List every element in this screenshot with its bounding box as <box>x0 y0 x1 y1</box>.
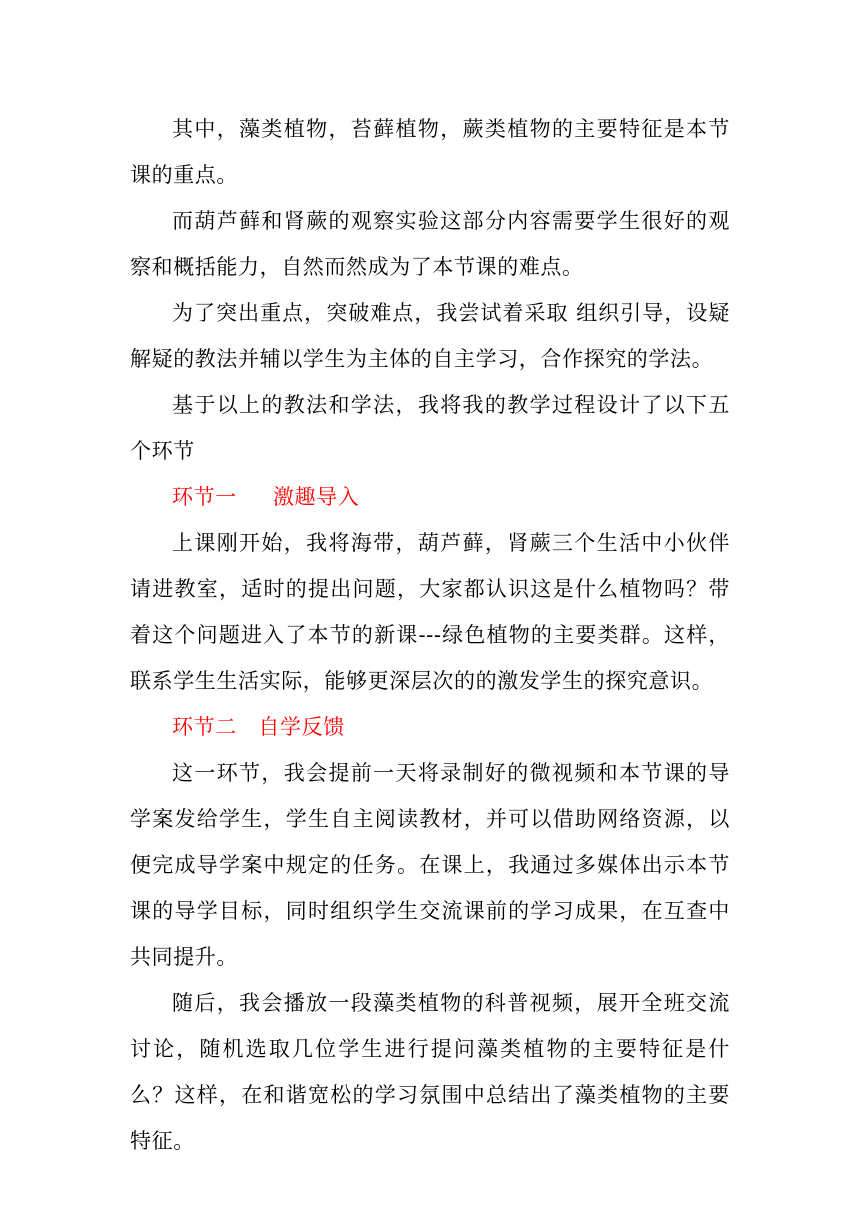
document-body <box>130 106 730 1164</box>
section-heading-1: 环节一 激趣导入 <box>172 485 360 509</box>
paragraph-key-points: 其中，藻类植物，苔藓植物，蕨类植物的主要特征是本节课的重点。 <box>130 117 730 187</box>
paragraph-difficult-points: 而葫芦藓和肾蕨的观察实验这部分内容需要学生很好的观察和概括能力，自然而然成为了本节课的难点。 <box>130 209 730 279</box>
paragraph-process-intro: 基于以上的教法和学法，我将我的教学过程设计了以下五个环节 <box>130 393 730 463</box>
section-2-paragraph-1: 这一环节，我会提前一天将录制好的微视频和本节课的导学案发给学生，学生自主阅读教材，并可以借助网络资源，以便完成导学案中规定的任务。在课上，我通过多媒体出示本节课的导学目标，同时组织学生交流课前的学习成果，在互查中共同提升。 <box>130 761 730 969</box>
paragraph-teaching-methods: 为了突出重点，突破难点，我尝试着采取 组织引导，设疑解疑的教法并辅以学生为主体的自主学习，合作探究的学法。 <box>130 301 730 371</box>
section-heading-2: 环节二 自学反馈 <box>172 715 345 739</box>
section-1-paragraph: 上课刚开始，我将海带，葫芦藓，肾蕨三个生活中小伙伴请进教室，适时的提出问题，大家都认识这是什么植物吗？带着这个问题进入了本节的新课---绿色植物的主要类群。这样，联系学生生活实际，能够更深层次的的激发学生的探究意识。 <box>130 531 730 693</box>
section-2-paragraph-2: 随后，我会播放一段藻类植物的科普视频，展开全班交流讨论，随机选取几位学生进行提问藻类植物的主要特征是什么？这样，在和谐宽松的学习氛围中总结出了藻类植物的主要特征。 <box>130 991 730 1153</box>
